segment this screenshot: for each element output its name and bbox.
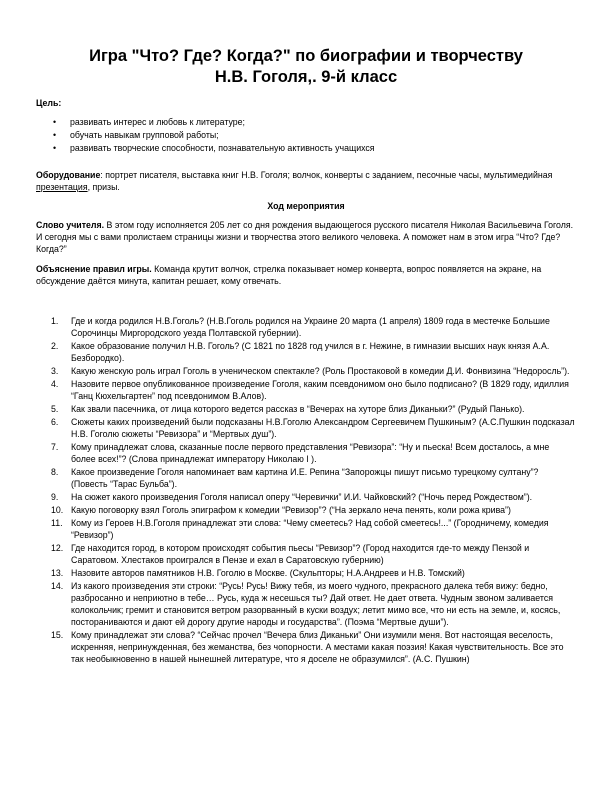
goal-list (36, 116, 576, 154)
teacher-text: В этом году исполняется 205 лет со дня рождения выдающегося русского писателя Николая Васильевича Гоголя. И сегодня мы с вами пролистаем страницы жизни и творчества этого великого человека. А поможет нам в этом игра “Что? Где? Когда?” (36, 220, 574, 254)
question-number: 10. (51, 505, 64, 515)
title-line-1: Игра "Что? Где? Когда?" по биографии и творчеству (89, 47, 523, 65)
question-item (51, 365, 576, 377)
question-text: Из какого произведения эти строки: “Русь! Русь! Вижу тебя, из моего чудного, прекрасного далека тебя вижу: бедно, разбросанно и неприютно в тебе… Русь, куда ж несешься ты? Дай ответ. Не дает ответа. Чудным звоном заливается колокольчик; гремит и становится ветром разорванный в куски воздух; летит мимо все, что ни есть на земле, и, косясь, постораниваются и дают ей дорогу другие народы и государства”. (Поэма “Мертвые души”). (71, 581, 561, 627)
question-text: Какую поговорку взял Гоголь эпиграфом к комедии “Ревизор”? (“На зеркало неча пенять, коли рожа крива”) (71, 505, 511, 515)
question-number: 2. (51, 341, 59, 351)
question-text: Сюжеты каких произведений были подсказаны Н.В.Гоголю Александром Сергеевичем Пушкиным? (А.С.Пушкин подсказал Н.В. Гоголю сюжеты “Ревизора” и “Мертвых душ”). (71, 417, 575, 439)
question-number: 11. (51, 518, 63, 528)
question-item (51, 567, 576, 579)
question-item (51, 517, 576, 541)
question-item (51, 580, 576, 628)
goal-label: Цель: (36, 98, 62, 108)
event-heading: Ход мероприятия (267, 201, 345, 211)
goal-item: • обучать навыкам групповой работы; (70, 129, 576, 141)
question-number: 14. (51, 581, 64, 591)
question-item (51, 542, 576, 566)
question-number: 12. (51, 543, 64, 553)
question-list (36, 315, 576, 665)
question-text: Назовите первое опубликованное произведение Гоголя, каким псевдонимом оно было подписано? (В 1829 году, идиллия “Ганц Кюхельгартен” под псевдонимом В.Алов). (71, 379, 569, 401)
teacher-label: Слово учителя. (36, 220, 105, 230)
question-number: 4. (51, 379, 59, 389)
goal-item: • развивать творческие способности, познавательную активность учащихся (70, 142, 576, 154)
question-text: Кому принадлежат эти слова? “Сейчас прочел “Вечера близ Диканьки” Они изумили меня. Вот настоящая веселость, искренняя, непринужденная, без жеманства, без чопорности. А местами какая поэзия! Какая чувствительность. Все это так необыкновенно в нашей нынешней литературе, что я доселе не образумился”. (А.С. Пушкин) (71, 630, 564, 664)
question-item (51, 416, 576, 440)
question-item (51, 466, 576, 490)
question-number: 13. (51, 568, 64, 578)
question-text: Кому из Героев Н.В.Гоголя принадлежат эти слова: “Чему смеетесь? Над собой смеетесь!...” (Городничему, комедия “Ревизор”) (71, 518, 549, 540)
question-item (51, 340, 576, 364)
question-number: 3. (51, 366, 59, 376)
rules-paragraph (36, 263, 576, 287)
question-number: 6. (51, 417, 59, 427)
page-title (40, 46, 572, 88)
title-line-2: Н.В. Гоголя,. 9-й класс (214, 68, 398, 86)
question-number: 5. (51, 404, 59, 414)
question-text: Как звали пасечника, от лица которого ведется рассказ в “Вечерах на хуторе близ Диканьки?” (Рудый Панько). (71, 404, 525, 414)
equipment-text-end: , призы. (87, 182, 120, 192)
question-item (51, 629, 576, 665)
document-body (36, 97, 576, 666)
rules-text: Команда крутит волчок, стрелка показывает номер конверта, вопрос появляется на экране, на обсуждение даётся минута, капитан решает, кому отвечать. (36, 264, 542, 286)
question-item (51, 491, 576, 503)
question-number: 7. (51, 442, 59, 452)
question-text: Кому принадлежат слова, сказанные после первого представления “Ревизора”: “Ну и пьеска! Всем досталось, а мне более всех!”? (Слова принадлежат императору Николаю I ). (71, 442, 550, 464)
question-item (51, 315, 576, 339)
question-item (51, 378, 576, 402)
question-text: Где находится город, в котором происходят события пьесы “Ревизор”? (Город находится где-то между Пензой и Саратовом. Хлестаков проигрался в Пензе и ехал в Саратовскую губернию) (71, 543, 530, 565)
presentation-link[interactable]: презентация (36, 182, 88, 192)
question-text: Какое образование получил Н.В. Гоголь? (С 1821 по 1828 год учился в г. Нежине, в гимназии высших наук князя А.А. Безбородко). (71, 341, 550, 363)
question-text: На сюжет какого произведения Гоголя написал оперу “Черевички” И.И. Чайковский? (“Ночь перед Рождеством”). (71, 492, 533, 502)
equipment-label: Оборудование (36, 170, 101, 180)
teacher-paragraph (36, 219, 576, 255)
question-number: 9. (51, 492, 59, 502)
question-item (51, 403, 576, 415)
question-number: 1. (51, 316, 59, 326)
equipment-text: : портрет писателя, выставка книг Н.В. Гоголя; волчок, конверты с заданием, песочные часы, мультимедийная (100, 170, 553, 180)
question-number: 15. (51, 630, 64, 640)
question-text: Где и когда родился Н.В.Гоголь? (Н.В.Гоголь родился на Украине 20 марта (1 апреля) 1809 года в местечке Большие Сорочинцы Миргородского уезда Полтавской губернии). (71, 316, 550, 338)
question-item (51, 504, 576, 516)
question-text: Какое произведение Гоголя напоминает вам картина И.Е. Репина “Запорожцы пишут письмо турецкому султану”? (Повесть “Тарас Бульба”). (71, 467, 539, 489)
rules-label: Объяснение правил игры. (36, 264, 152, 274)
question-number: 8. (51, 467, 59, 477)
question-item (51, 441, 576, 465)
goal-item: • развивать интерес и любовь к литературе; (70, 116, 576, 128)
question-text: Какую женскую роль играл Гоголь в ученическом спектакле? (Роль Простаковой в комедии Д.И. Фонвизина “Недоросль”). (71, 366, 570, 376)
question-text: Назовите авторов памятников Н.В. Гоголю в Москве. (Скульпторы; Н.А.Андреев и Н.В. Томский) (71, 568, 465, 578)
equipment-paragraph (36, 169, 576, 193)
